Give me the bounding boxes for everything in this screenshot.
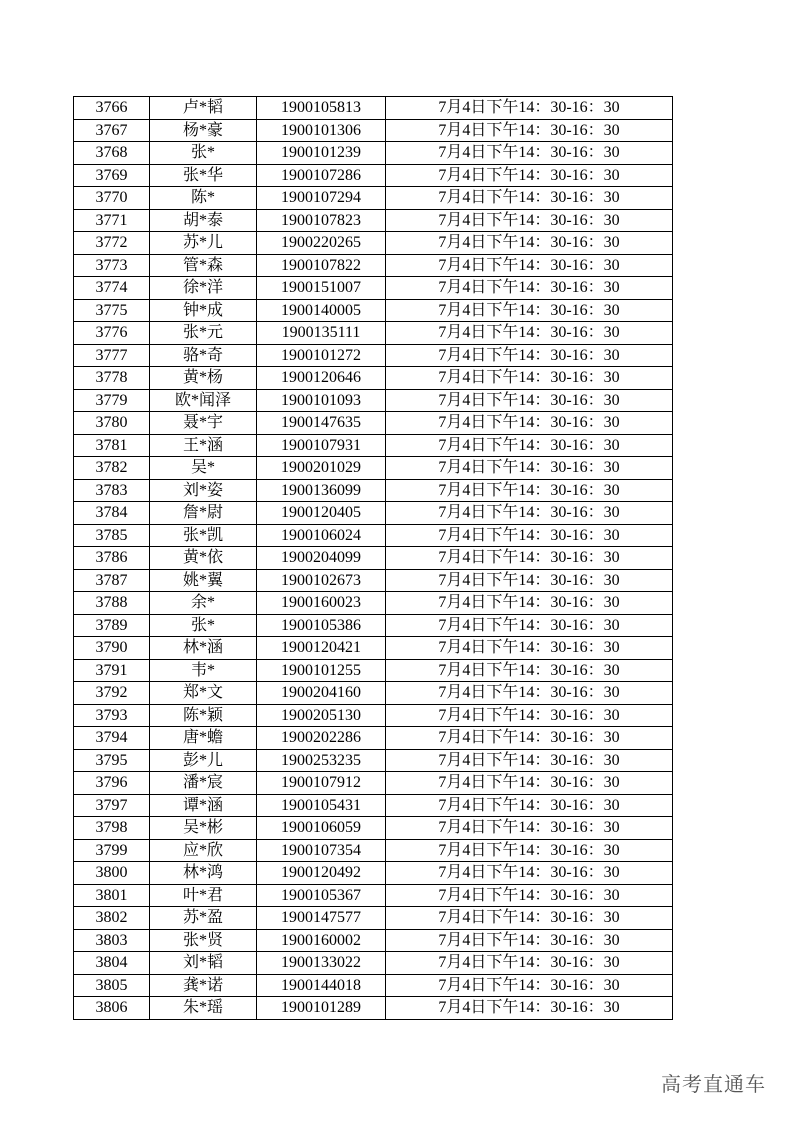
cell-number: 3799	[74, 839, 150, 862]
cell-name: 吴*	[150, 457, 257, 480]
cell-time: 7月4日下午14：30-16：30	[386, 434, 673, 457]
table-row	[74, 502, 673, 525]
cell-name: 王*涵	[150, 434, 257, 457]
cell-student-id: 1900136099	[257, 479, 386, 502]
cell-name: 骆*奇	[150, 344, 257, 367]
cell-number: 3766	[74, 97, 150, 120]
cell-time: 7月4日下午14：30-16：30	[386, 682, 673, 705]
cell-student-id: 1900106059	[257, 817, 386, 840]
cell-student-id: 1900107354	[257, 839, 386, 862]
table-row	[74, 142, 673, 165]
table-row	[74, 187, 673, 210]
cell-name: 韦*	[150, 659, 257, 682]
cell-name: 杨*豪	[150, 119, 257, 142]
cell-name: 管*森	[150, 254, 257, 277]
cell-name: 朱*瑶	[150, 997, 257, 1020]
cell-number: 3779	[74, 389, 150, 412]
cell-student-id: 1900101306	[257, 119, 386, 142]
cell-number: 3789	[74, 614, 150, 637]
cell-time: 7月4日下午14：30-16：30	[386, 952, 673, 975]
cell-name: 张*贤	[150, 929, 257, 952]
table-row	[74, 389, 673, 412]
cell-time: 7月4日下午14：30-16：30	[386, 299, 673, 322]
cell-time: 7月4日下午14：30-16：30	[386, 974, 673, 997]
cell-student-id: 1900147635	[257, 412, 386, 435]
cell-time: 7月4日下午14：30-16：30	[386, 592, 673, 615]
cell-time: 7月4日下午14：30-16：30	[386, 749, 673, 772]
cell-student-id: 1900160023	[257, 592, 386, 615]
cell-time: 7月4日下午14：30-16：30	[386, 614, 673, 637]
cell-student-id: 1900102673	[257, 569, 386, 592]
cell-number: 3768	[74, 142, 150, 165]
cell-name: 胡*泰	[150, 209, 257, 232]
table-row	[74, 277, 673, 300]
cell-number: 3783	[74, 479, 150, 502]
cell-time: 7月4日下午14：30-16：30	[386, 884, 673, 907]
cell-time: 7月4日下午14：30-16：30	[386, 277, 673, 300]
cell-student-id: 1900120405	[257, 502, 386, 525]
cell-student-id: 1900106024	[257, 524, 386, 547]
cell-number: 3770	[74, 187, 150, 210]
cell-student-id: 1900204160	[257, 682, 386, 705]
cell-student-id: 1900107294	[257, 187, 386, 210]
table-row	[74, 119, 673, 142]
cell-time: 7月4日下午14：30-16：30	[386, 412, 673, 435]
cell-time: 7月4日下午14：30-16：30	[386, 569, 673, 592]
cell-time: 7月4日下午14：30-16：30	[386, 457, 673, 480]
cell-number: 3769	[74, 164, 150, 187]
cell-time: 7月4日下午14：30-16：30	[386, 997, 673, 1020]
cell-name: 欧*闻泽	[150, 389, 257, 412]
cell-time: 7月4日下午14：30-16：30	[386, 929, 673, 952]
cell-time: 7月4日下午14：30-16：30	[386, 907, 673, 930]
table-row	[74, 434, 673, 457]
cell-name: 应*欣	[150, 839, 257, 862]
table-row	[74, 457, 673, 480]
cell-number: 3780	[74, 412, 150, 435]
cell-student-id: 1900101255	[257, 659, 386, 682]
cell-time: 7月4日下午14：30-16：30	[386, 659, 673, 682]
cell-name: 陈*颖	[150, 704, 257, 727]
table-row	[74, 254, 673, 277]
table-row	[74, 367, 673, 390]
table-row	[74, 929, 673, 952]
cell-student-id: 1900107912	[257, 772, 386, 795]
cell-student-id: 1900101272	[257, 344, 386, 367]
cell-student-id: 1900253235	[257, 749, 386, 772]
table-row	[74, 839, 673, 862]
table-row	[74, 997, 673, 1020]
cell-name: 龚*诺	[150, 974, 257, 997]
cell-time: 7月4日下午14：30-16：30	[386, 187, 673, 210]
table-row	[74, 569, 673, 592]
cell-time: 7月4日下午14：30-16：30	[386, 232, 673, 255]
cell-time: 7月4日下午14：30-16：30	[386, 209, 673, 232]
cell-student-id: 1900105367	[257, 884, 386, 907]
cell-student-id: 1900120492	[257, 862, 386, 885]
schedule-table	[73, 96, 673, 1020]
cell-number: 3776	[74, 322, 150, 345]
cell-name: 詹*尉	[150, 502, 257, 525]
table-row	[74, 209, 673, 232]
cell-number: 3796	[74, 772, 150, 795]
cell-number: 3772	[74, 232, 150, 255]
cell-time: 7月4日下午14：30-16：30	[386, 839, 673, 862]
cell-time: 7月4日下午14：30-16：30	[386, 142, 673, 165]
cell-time: 7月4日下午14：30-16：30	[386, 817, 673, 840]
table-row	[74, 772, 673, 795]
table-row	[74, 547, 673, 570]
table-row	[74, 412, 673, 435]
cell-student-id: 1900133022	[257, 952, 386, 975]
cell-name: 吴*彬	[150, 817, 257, 840]
cell-student-id: 1900107822	[257, 254, 386, 277]
cell-time: 7月4日下午14：30-16：30	[386, 164, 673, 187]
cell-time: 7月4日下午14：30-16：30	[386, 862, 673, 885]
cell-number: 3800	[74, 862, 150, 885]
cell-name: 林*鸿	[150, 862, 257, 885]
cell-student-id: 1900147577	[257, 907, 386, 930]
cell-number: 3806	[74, 997, 150, 1020]
cell-number: 3785	[74, 524, 150, 547]
table-row	[74, 974, 673, 997]
table-row	[74, 479, 673, 502]
table-row	[74, 344, 673, 367]
watermark-text: 高考直通车	[661, 1072, 766, 1096]
table-row	[74, 299, 673, 322]
table-row	[74, 637, 673, 660]
cell-time: 7月4日下午14：30-16：30	[386, 254, 673, 277]
cell-number: 3798	[74, 817, 150, 840]
table-row	[74, 862, 673, 885]
cell-number: 3767	[74, 119, 150, 142]
table-row	[74, 884, 673, 907]
cell-number: 3803	[74, 929, 150, 952]
cell-student-id: 1900151007	[257, 277, 386, 300]
cell-number: 3775	[74, 299, 150, 322]
cell-number: 3792	[74, 682, 150, 705]
cell-student-id: 1900120421	[257, 637, 386, 660]
cell-time: 7月4日下午14：30-16：30	[386, 704, 673, 727]
cell-number: 3787	[74, 569, 150, 592]
cell-name: 张*	[150, 142, 257, 165]
cell-student-id: 1900101239	[257, 142, 386, 165]
cell-number: 3805	[74, 974, 150, 997]
table-row	[74, 704, 673, 727]
cell-time: 7月4日下午14：30-16：30	[386, 479, 673, 502]
cell-number: 3786	[74, 547, 150, 570]
cell-name: 姚*翼	[150, 569, 257, 592]
cell-number: 3777	[74, 344, 150, 367]
table-row	[74, 749, 673, 772]
cell-number: 3795	[74, 749, 150, 772]
cell-student-id: 1900107931	[257, 434, 386, 457]
cell-name: 唐*蟾	[150, 727, 257, 750]
cell-student-id: 1900205130	[257, 704, 386, 727]
cell-student-id: 1900220265	[257, 232, 386, 255]
cell-number: 3782	[74, 457, 150, 480]
cell-number: 3774	[74, 277, 150, 300]
cell-student-id: 1900135111	[257, 322, 386, 345]
cell-number: 3804	[74, 952, 150, 975]
cell-time: 7月4日下午14：30-16：30	[386, 794, 673, 817]
cell-number: 3793	[74, 704, 150, 727]
cell-time: 7月4日下午14：30-16：30	[386, 727, 673, 750]
cell-name: 潘*宸	[150, 772, 257, 795]
cell-time: 7月4日下午14：30-16：30	[386, 547, 673, 570]
cell-student-id: 1900105431	[257, 794, 386, 817]
cell-time: 7月4日下午14：30-16：30	[386, 367, 673, 390]
table-row	[74, 907, 673, 930]
cell-student-id: 1900105386	[257, 614, 386, 637]
cell-name: 张*	[150, 614, 257, 637]
table-row	[74, 727, 673, 750]
cell-number: 3773	[74, 254, 150, 277]
table-row	[74, 592, 673, 615]
cell-name: 苏*儿	[150, 232, 257, 255]
table-row	[74, 794, 673, 817]
cell-name: 聂*宇	[150, 412, 257, 435]
table-row	[74, 164, 673, 187]
table-row	[74, 97, 673, 120]
cell-name: 张*元	[150, 322, 257, 345]
schedule-table-body	[74, 97, 673, 1020]
cell-student-id: 1900140005	[257, 299, 386, 322]
cell-student-id: 1900144018	[257, 974, 386, 997]
cell-name: 郑*文	[150, 682, 257, 705]
cell-number: 3781	[74, 434, 150, 457]
cell-name: 苏*盈	[150, 907, 257, 930]
table-row	[74, 659, 673, 682]
cell-time: 7月4日下午14：30-16：30	[386, 344, 673, 367]
table-row	[74, 524, 673, 547]
cell-time: 7月4日下午14：30-16：30	[386, 524, 673, 547]
table-row	[74, 817, 673, 840]
cell-number: 3771	[74, 209, 150, 232]
cell-student-id: 1900202286	[257, 727, 386, 750]
cell-name: 陈*	[150, 187, 257, 210]
cell-number: 3797	[74, 794, 150, 817]
cell-number: 3790	[74, 637, 150, 660]
cell-time: 7月4日下午14：30-16：30	[386, 119, 673, 142]
table-row	[74, 232, 673, 255]
cell-student-id: 1900120646	[257, 367, 386, 390]
cell-number: 3791	[74, 659, 150, 682]
cell-student-id: 1900107286	[257, 164, 386, 187]
cell-name: 刘*韬	[150, 952, 257, 975]
table-row	[74, 952, 673, 975]
cell-student-id: 1900160002	[257, 929, 386, 952]
cell-name: 余*	[150, 592, 257, 615]
cell-student-id: 1900101289	[257, 997, 386, 1020]
table-row	[74, 614, 673, 637]
table-row	[74, 322, 673, 345]
cell-name: 钟*成	[150, 299, 257, 322]
cell-name: 彭*儿	[150, 749, 257, 772]
cell-name: 叶*君	[150, 884, 257, 907]
cell-time: 7月4日下午14：30-16：30	[386, 389, 673, 412]
cell-time: 7月4日下午14：30-16：30	[386, 637, 673, 660]
cell-name: 林*涵	[150, 637, 257, 660]
cell-student-id: 1900107823	[257, 209, 386, 232]
cell-name: 卢*韬	[150, 97, 257, 120]
cell-name: 黄*杨	[150, 367, 257, 390]
cell-name: 刘*姿	[150, 479, 257, 502]
cell-number: 3788	[74, 592, 150, 615]
cell-number: 3801	[74, 884, 150, 907]
cell-time: 7月4日下午14：30-16：30	[386, 772, 673, 795]
cell-student-id: 1900204099	[257, 547, 386, 570]
cell-name: 徐*洋	[150, 277, 257, 300]
cell-time: 7月4日下午14：30-16：30	[386, 502, 673, 525]
cell-number: 3784	[74, 502, 150, 525]
cell-student-id: 1900101093	[257, 389, 386, 412]
cell-name: 张*凯	[150, 524, 257, 547]
cell-number: 3778	[74, 367, 150, 390]
cell-student-id: 1900201029	[257, 457, 386, 480]
cell-number: 3802	[74, 907, 150, 930]
cell-name: 张*华	[150, 164, 257, 187]
cell-time: 7月4日下午14：30-16：30	[386, 322, 673, 345]
table-row	[74, 682, 673, 705]
cell-name: 黄*依	[150, 547, 257, 570]
cell-number: 3794	[74, 727, 150, 750]
cell-time: 7月4日下午14：30-16：30	[386, 97, 673, 120]
cell-name: 谭*涵	[150, 794, 257, 817]
cell-student-id: 1900105813	[257, 97, 386, 120]
